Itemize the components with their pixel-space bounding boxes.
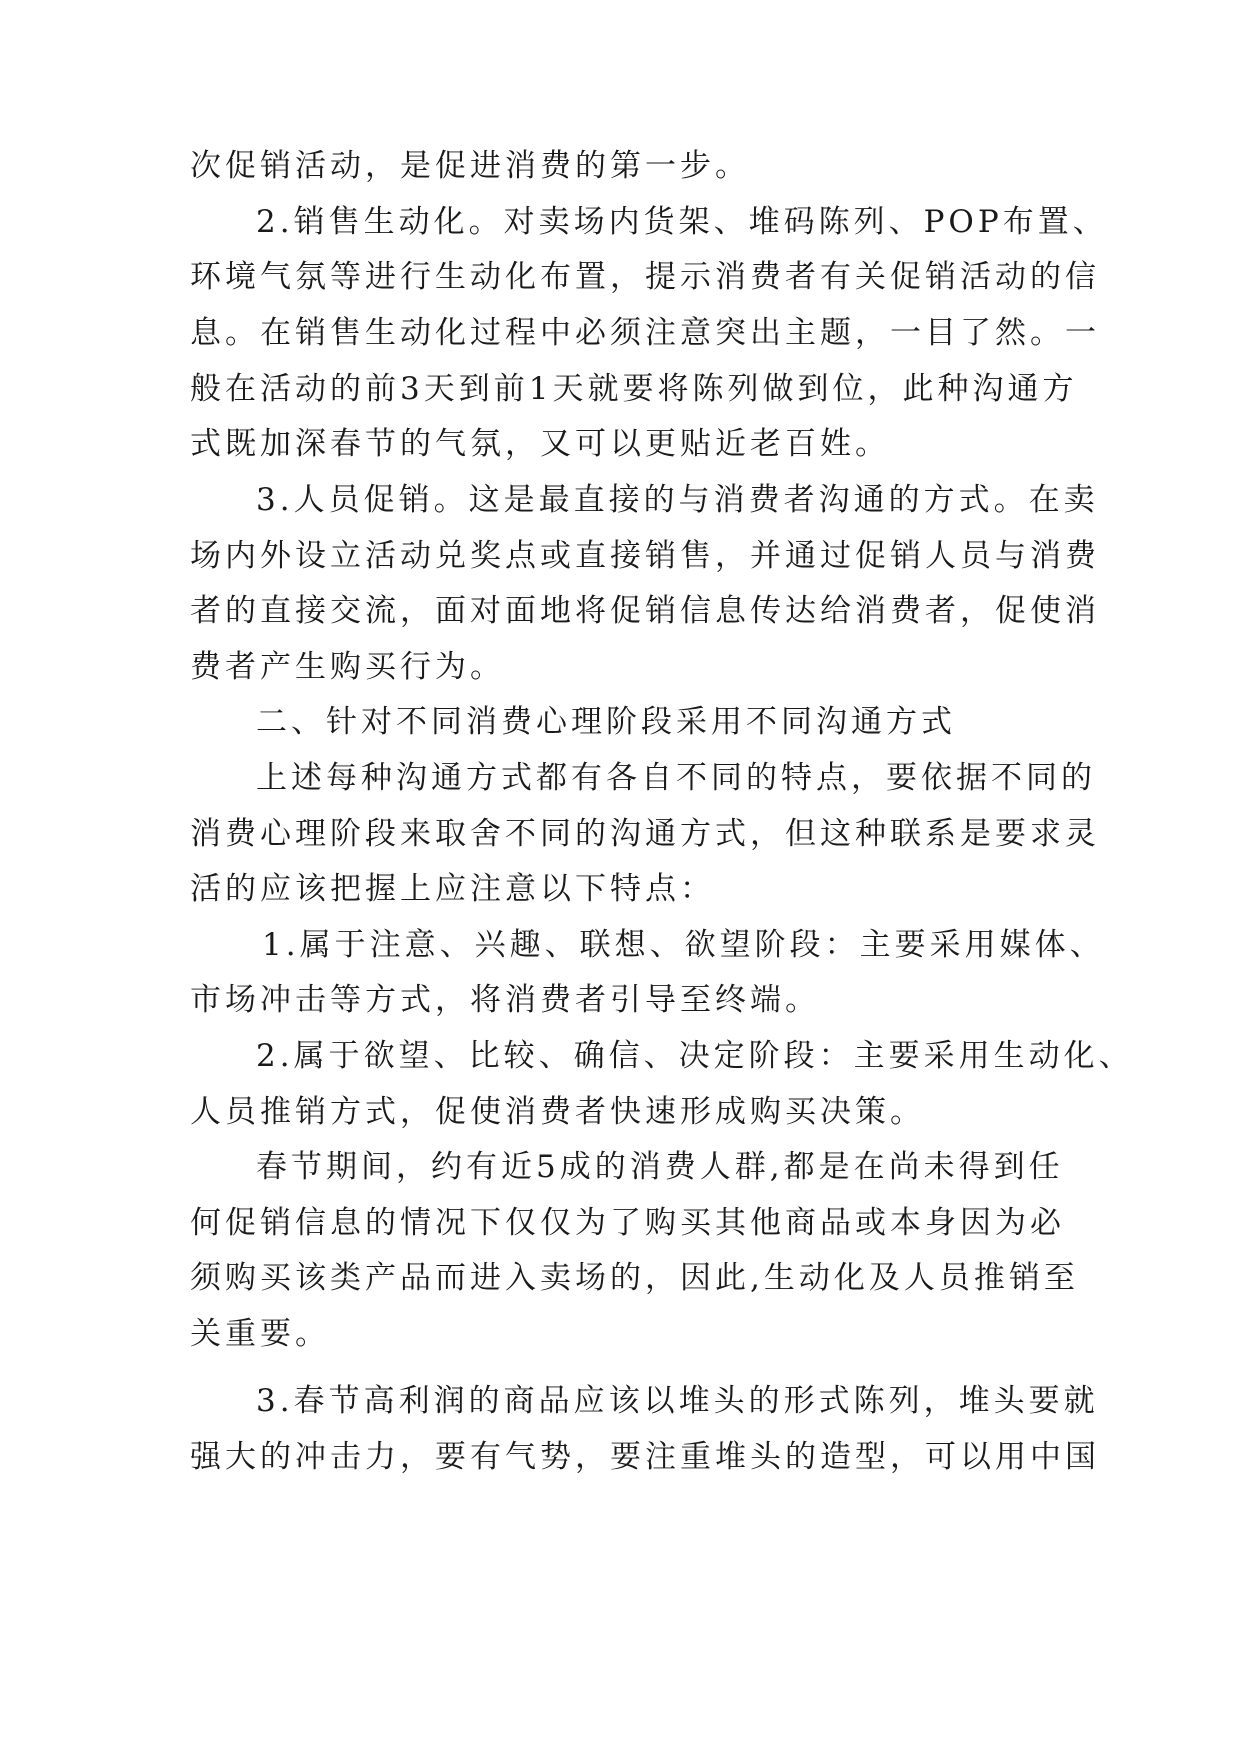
- text-line: 何促销信息的情况下仅仅为了购买其他商品或本身因为必: [190, 1205, 1065, 1241]
- text-line: 2.属于欲望、比较、确信、决定阶段：主要采用生动化、: [256, 1038, 1134, 1074]
- text-line: 3.人员促销。这是最直接的与消费者沟通的方式。在卖: [256, 482, 1099, 518]
- text-line: 活的应该把握上应注意以下特点：: [190, 871, 715, 907]
- text-line: 消费心理阶段来取舍不同的沟通方式，但这种联系是要求灵: [190, 816, 1100, 852]
- text-line: 人员推销方式，促使消费者快速形成购买决策。: [190, 1094, 925, 1130]
- text-line: 关重要。: [190, 1316, 330, 1352]
- text-line: 场内外设立活动兑奖点或直接销售，并通过促销人员与消费: [190, 538, 1100, 574]
- text-line: 式既加深春节的气氛，又可以更贴近老百姓。: [190, 426, 890, 462]
- text-line: 市场冲击等方式，将消费者引导至终端。: [190, 982, 820, 1018]
- text-line: 息。在销售生动化过程中必须注意突出主题，一目了然。一: [190, 315, 1100, 351]
- section-heading: 二、针对不同消费心理阶段采用不同沟通方式: [256, 704, 956, 740]
- text-line: 费者产生购买行为。: [190, 649, 505, 685]
- text-line: 春节期间，约有近5成的消费人群,都是在尚未得到任: [256, 1149, 1064, 1185]
- text-line: 般在活动的前3天到前1天就要将陈列做到位，此种沟通方: [190, 371, 1078, 407]
- text-line: 上述每种沟通方式都有各自不同的特点，要依据不同的: [256, 760, 1096, 796]
- text-line: 1.属于注意、兴趣、联想、欲望阶段：主要采用媒体、: [262, 927, 1105, 963]
- text-line: 强大的冲击力，要有气势，要注重堆头的造型，可以用中国: [190, 1439, 1100, 1475]
- text-line: 者的直接交流，面对面地将促销信息传达给消费者，促使消: [190, 593, 1100, 629]
- text-line: 次促销活动，是促进消费的第一步。: [190, 148, 750, 184]
- text-line: 3.春节高利润的商品应该以堆头的形式陈列，堆头要就: [256, 1383, 1099, 1419]
- text-line: 2.销售生动化。对卖场内货架、堆码陈列、POP布置、: [256, 204, 1108, 240]
- text-line: 须购买该类产品而进入卖场的，因此,生动化及人员推销至: [190, 1260, 1079, 1296]
- text-line: 环境气氛等进行生动化布置，提示消费者有关促销活动的信: [190, 259, 1100, 295]
